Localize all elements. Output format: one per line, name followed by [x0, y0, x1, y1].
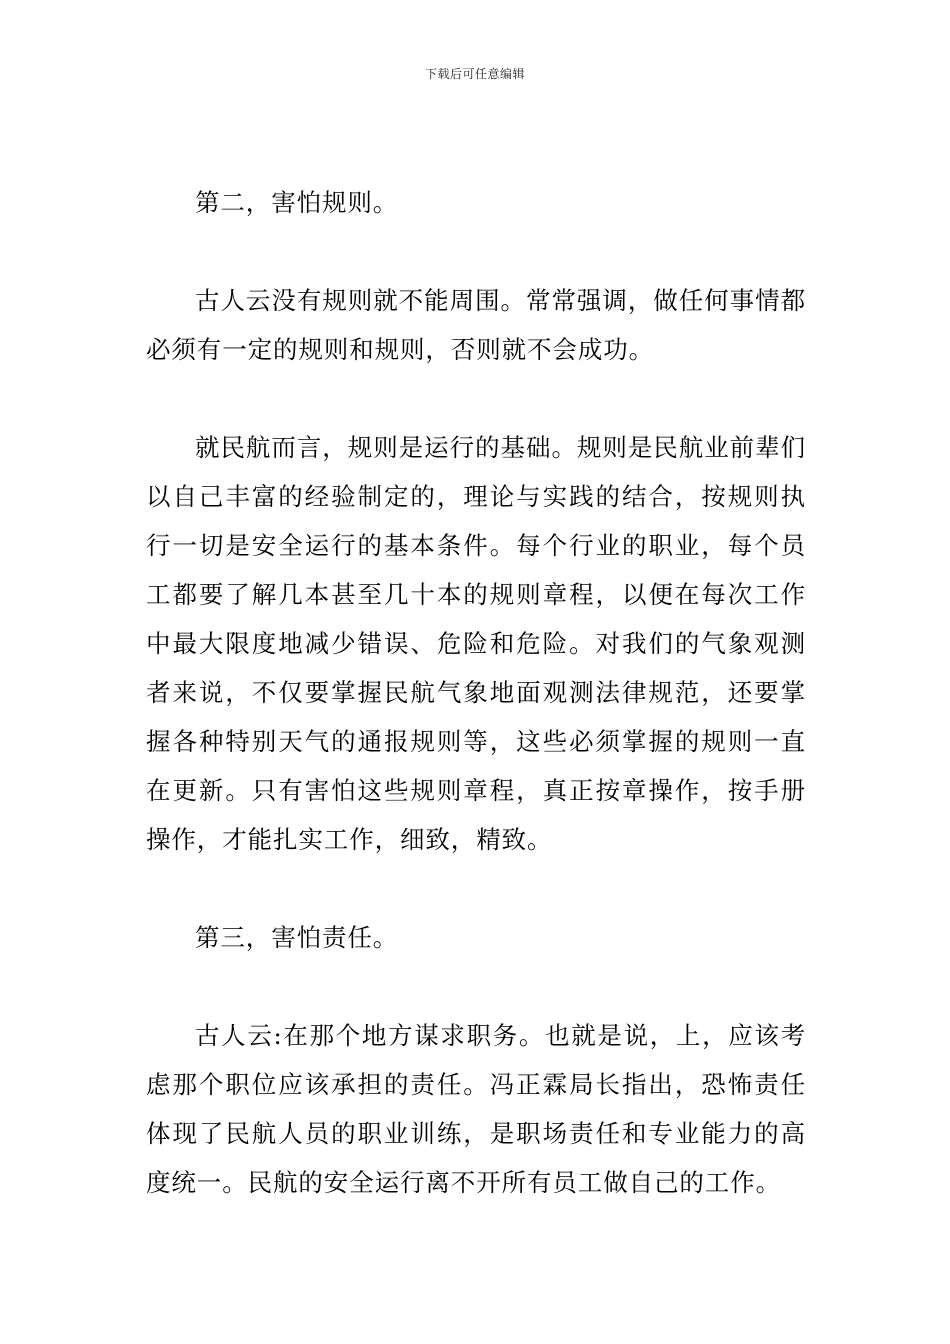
paragraph-gap	[146, 962, 806, 1011]
paragraph-gap	[146, 864, 806, 913]
section-heading-second: 第二，害怕规则。	[195, 188, 399, 217]
section-heading-third: 第三，害怕责任。	[195, 923, 399, 952]
paragraph-rules-aviation: 就民航而言，规则是运行的基础。规则是民航业前辈们以自己丰富的经验制定的，理论与实践的结合，按规则执行一切是安全运行的基本条件。每个行业的职业，每个员工都要了解几本甚至几十本的规则章程，以便在每次工作中最大限度地减少错误、危险和危险。对我们的气象观测者来说，不仅要掌握民航气象地面观测法律规范，还要掌握各种特别天气的通报规则等，这些必须掌握的规则一直在更新。只有害怕这些规则章程，真正按章操作，按手册操作，才能扎实工作，细致，精致。	[146, 433, 806, 854]
paragraph-responsibility: 古人云:在那个地方谋求职务。也就是说，上，应该考虑那个职位应该承担的责任。冯正霖局长指出，恐怖责任体现了民航人员的职业训练，是职场责任和专业能力的高度统一。民航的安全运行离不开所有员工做自己的工作。	[146, 1021, 806, 1197]
page-header-note: 下载后可任意编辑	[424, 67, 525, 81]
document-body	[146, 178, 806, 1207]
paragraph-rules-intro: 古人云没有规则就不能周围。常常强调，做任何事情都必须有一定的规则和规则，否则就不会成功。	[146, 286, 806, 364]
paragraph-gap	[146, 374, 806, 423]
paragraph-gap	[146, 227, 806, 276]
